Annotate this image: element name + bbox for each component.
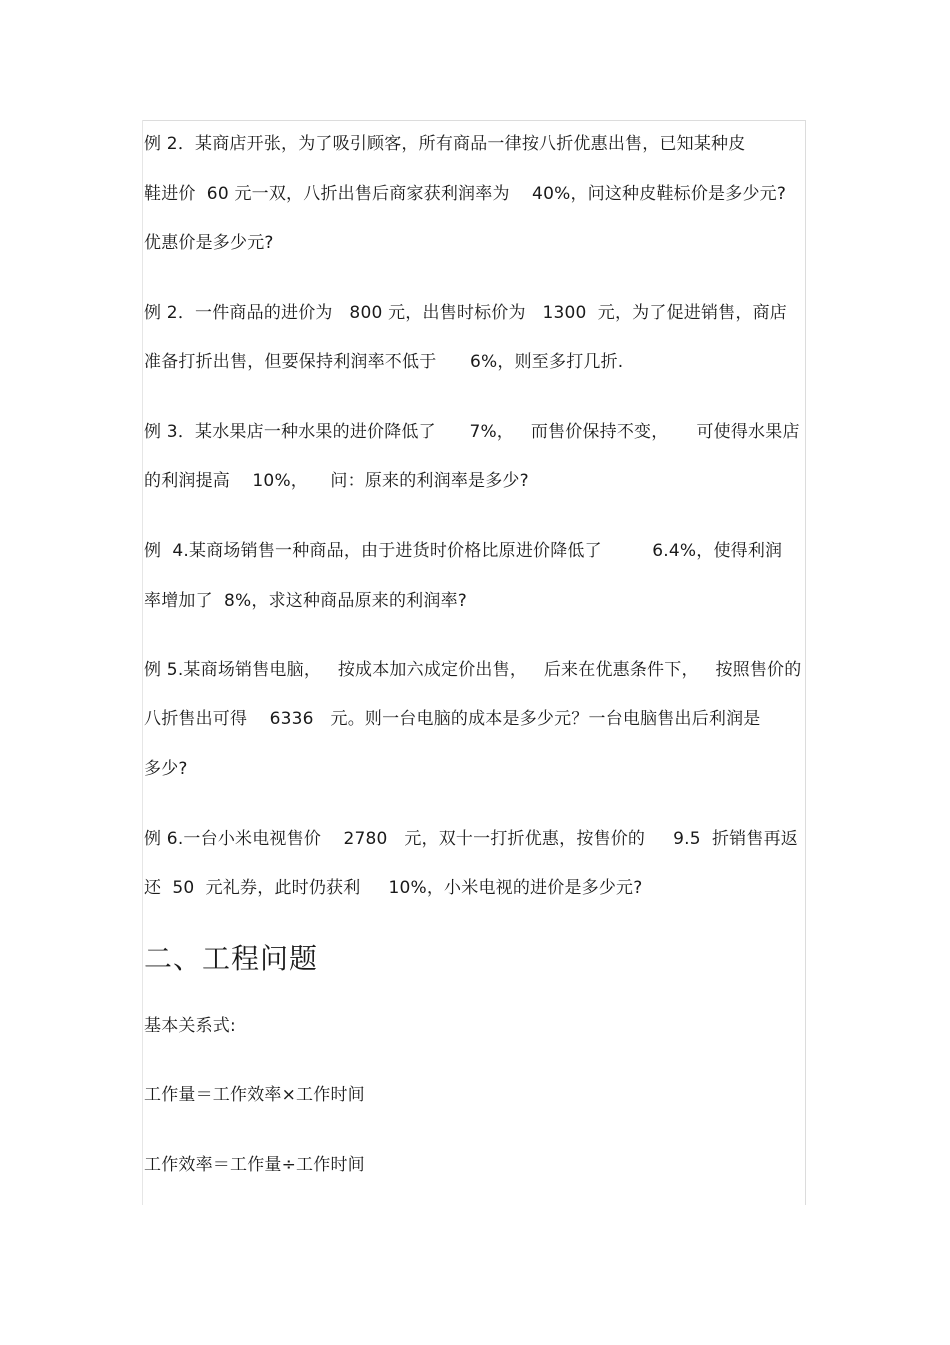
example-2a-line-1: 例 2．某商店开张，为了吸引顾客，所有商品一律按八折优惠出售，已知某种皮 [144, 134, 746, 154]
example-5-line-1: 例 5.某商场销售电脑， 按成本加六成定价出售， 后来在优惠条件下， 按照售价的 [144, 660, 802, 680]
example-2a-line-2: 鞋进价 60 元一双，八折出售后商家获利润率为 40%，问这种皮鞋标价是多少元? [144, 184, 787, 204]
example-5-line-2: 八折售出可得 6336 元。则一台电脑的成本是多少元？一台电脑售出后利润是 [144, 709, 761, 729]
example-2b-line-2: 准备打折出售，但要保持利润率不低于 6%，则至多打几折. [144, 352, 624, 372]
formula-work-amount: 工作量＝工作效率×工作时间 [144, 1085, 365, 1105]
page-frame-left-edge [142, 120, 143, 1205]
example-4-line-2: 率增加了 8%，求这种商品原来的利润率? [144, 591, 467, 611]
formula-work-efficiency: 工作效率＝工作量÷工作时间 [144, 1155, 365, 1175]
example-2a-line-3: 优惠价是多少元? [144, 233, 274, 253]
example-3-line-1: 例 3．某水果店一种水果的进价降低了 7%， 而售价保持不变， 可使得水果店 [144, 422, 800, 442]
section-heading: 二、工程问题 [144, 942, 319, 975]
example-6-line-2: 还 50 元礼券，此时仍获利 10%，小米电视的进价是多少元? [144, 878, 643, 898]
example-5-line-3: 多少? [144, 759, 188, 779]
relations-label: 基本关系式: [144, 1016, 236, 1036]
example-4-line-1: 例 4.某商场销售一种商品，由于进货时价格比原进价降低了 6.4%，使得利润 [144, 541, 783, 561]
example-3-line-2: 的利润提高 10%， 问：原来的利润率是多少? [144, 471, 529, 491]
example-2b-line-1: 例 2．一件商品的进价为 800 元，出售时标价为 1300 元，为了促进销售，商店 [144, 303, 787, 323]
example-6-line-1: 例 6.一台小米电视售价 2780 元，双十一打折优惠，按售价的 9.5 折销售再返 [144, 829, 798, 849]
